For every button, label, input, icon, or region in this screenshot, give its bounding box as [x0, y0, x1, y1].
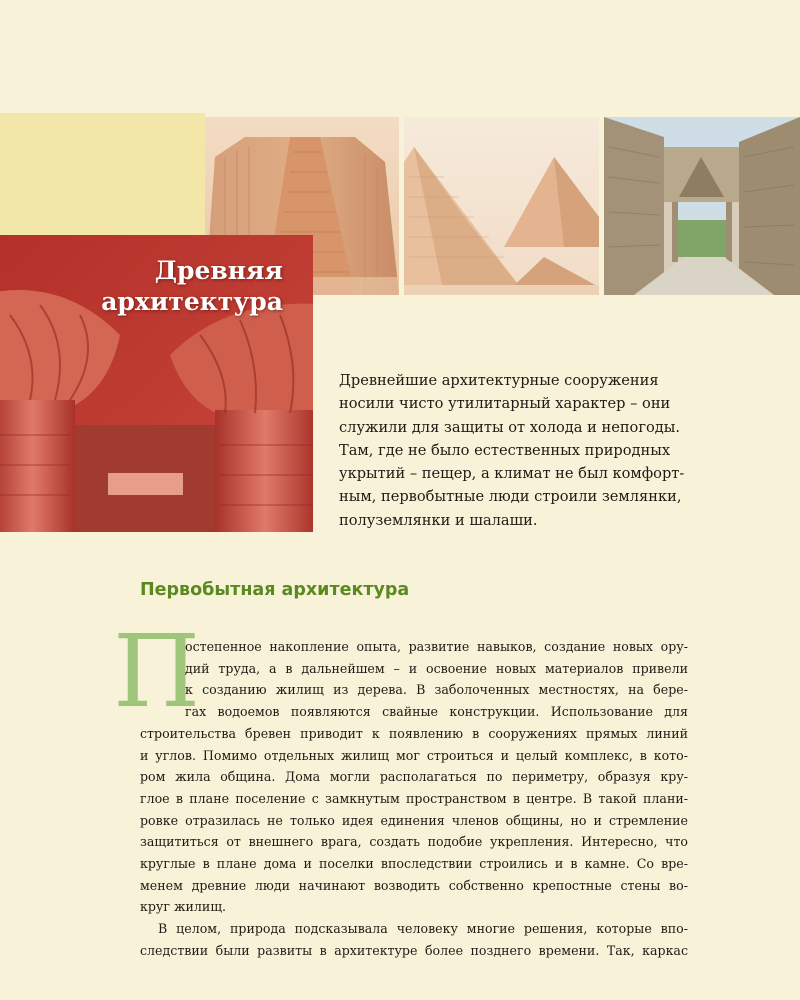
- body-line: к созданию жилищ из дерева. В заболоченных местностях, на бере-: [185, 682, 688, 698]
- lion-gate-photo: [604, 117, 800, 295]
- body-line: менем древние люди начинают возводить собственно крепостные стены во-: [140, 877, 688, 893]
- body-line: В целом, природа подсказывала человеку многие решения, которые впо-: [158, 921, 688, 937]
- section-body: [140, 636, 688, 962]
- body-line: ровке отразилась не только идея единения членов общины, но и стремление: [140, 812, 688, 828]
- intro-line: Древнейшие архитектурные сооружения: [339, 372, 659, 389]
- body-line: круглые в плане дома и поселки впоследствии строились и в камне. Со вре-: [140, 856, 688, 872]
- intro-line: ным, первобытные люди строили землянки,: [339, 488, 682, 506]
- body-line: строительства бревен приводит к появлению в сооружениях прямых линий: [140, 725, 688, 741]
- body-line: ром жила община. Дома могли располагаться по периметру, образуя кру-: [140, 769, 688, 785]
- body-line: гах водоемов появляются свайные конструкции. Использование для: [185, 704, 688, 720]
- body-line: остепенное накопление опыта, развитие навыков, создание новых ору-: [185, 639, 688, 654]
- intro-line: носили чисто утилитарный характер – они: [339, 395, 671, 413]
- body-line: и углов. Помимо отдельных жилищ мог строиться и целый комплекс, в кото-: [140, 747, 688, 763]
- body-line: глое в плане поселение с замкнутым пространством в центре. В такой плани-: [140, 790, 688, 806]
- intro-paragraph: [339, 369, 689, 532]
- pyramids-photo: [404, 117, 599, 295]
- intro-line: служили для защиты от холода и непогоды.: [339, 418, 681, 436]
- chapter-title-line-2: архитектура: [101, 287, 283, 316]
- chapter-title-line-1: Древняя: [154, 256, 283, 285]
- intro-line: укрытий – пещер, а климат не был комфорт-: [339, 465, 685, 483]
- intro-line: полуземлянки и шалаши.: [339, 511, 538, 529]
- chapter-title: [101, 255, 283, 317]
- section-heading: Первобытная архитектура: [140, 580, 410, 600]
- decorative-band: [0, 113, 205, 235]
- intro-line: Там, где не было естественных природных: [339, 441, 671, 459]
- hero-columns-photo: [0, 235, 313, 532]
- body-line: дий труда, а в дальнейшем – и освоение новых материалов привели: [185, 660, 688, 676]
- body-line: защититься от внешнего врага, создать подобие укрепления. Интересно, что: [140, 834, 688, 850]
- body-line: круг жилищ.: [140, 899, 227, 915]
- drop-cap: П: [113, 613, 201, 730]
- body-line: следствии были развиты в архитектуре более позднего времени. Так, каркас: [140, 942, 688, 958]
